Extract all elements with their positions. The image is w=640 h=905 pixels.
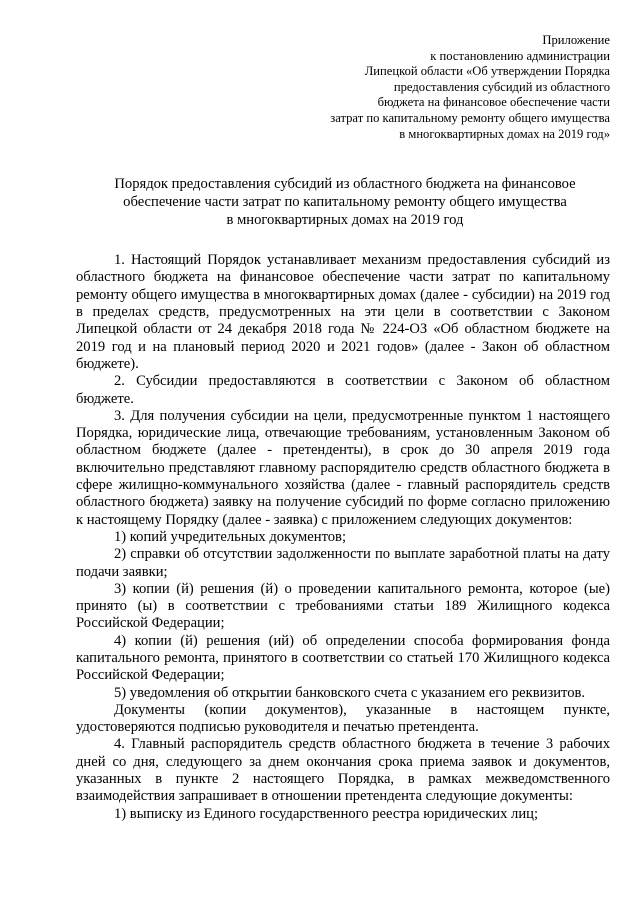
appendix-line: Липецкой области «Об утверждении Порядка	[364, 64, 610, 79]
appendix-line: Приложение	[542, 33, 610, 47]
list-item-1: 1) копий учредительных документов;	[114, 528, 346, 545]
list-item-4-1: 1) выписку из Единого государственного реестра юридических лиц;	[114, 805, 539, 822]
title-line: обеспечение части затрат по капитальному ремонту общего имущества	[123, 194, 567, 211]
appendix-line: в многоквартирных домах на 2019 год»	[399, 126, 610, 141]
list-item-2: 2) справки об отсутствии задолженности по выплате заработной платы на дату подачи заявки;	[76, 546, 610, 580]
title-line: в многоквартирных домах на 2019 год	[226, 212, 464, 229]
paragraph-2: 2. Субсидии предоставляются в соответствии с Законом об областном бюджете.	[76, 373, 610, 407]
appendix-line: к постановлению администрации	[430, 48, 610, 63]
appendix-block	[76, 33, 610, 142]
appendix-line: бюджета на финансовое обеспечение части	[377, 95, 610, 110]
title-line: Порядок предоставления субсидий из областного бюджета на финансовое	[114, 176, 576, 193]
document-body	[76, 252, 610, 823]
paragraph-3: 3. Для получения субсидии на цели, предусмотренные пунктом 1 настоящего Порядка, юридические лица, отвечающие требованиям, установленным Законом об областном бюджете (далее - претенденты), в срок до 30 апреля 2019 года включительно представляют главному распорядителю средств областного бюджета в сфере жилищно-коммунального хозяйства (далее - главный распорядитель средств областного бюджета) заявку на получение субсидий по форме согласно приложению к настоящему Порядку (далее - заявка) с приложением следующих документов:	[76, 407, 610, 528]
document-title	[76, 175, 610, 229]
list-item-4: 4) копии (й) решения (ий) об определении способа формирования фонда капитального ремонта, принятого в соответствии со статьей 170 Жилищного кодекса Российской Федерации;	[76, 632, 610, 684]
appendix-line: предоставления субсидий из областного	[393, 79, 610, 94]
paragraph-1: 1. Настоящий Порядок устанавливает механизм предоставления субсидий из областного бюджета на финансовое обеспечение части затрат по капитальному ремонту общего имущества в многоквартирных домах (далее - субсидии) на 2019 год в пределах средств, предусмотренных на эти цели в соответствии с Законом Липецкой области от 24 декабря 2018 года № 224-ОЗ «Об областном бюджете на 2019 год и на плановый период 2020 и 2021 годов» (далее - Закон об областном бюджете).	[76, 252, 610, 372]
list-item-5: 5) уведомления об открытии банковского счета с указанием его реквизитов.	[114, 684, 586, 701]
list-item-3: 3) копии (й) решения (й) о проведении капитального ремонта, которое (ые) принято (ы) в соответствии с требованиями статьи 189 Жилищного кодекса Российской Федерации;	[76, 580, 610, 632]
paragraph-4: 4. Главный распорядитель средств областного бюджета в течение 3 рабочих дней со дня, следующего за днем окончания срока приема заявок и документов, указанных в пункте 2 настоящего Порядка, в рамках межведомственного взаимодействия запрашивает в отношении претендента следующие документы:	[76, 736, 610, 805]
paragraph-documents-note: Документы (копии документов), указанные в настоящем пункте, удостоверяются подписью руководителя и печатью претендента.	[76, 701, 610, 736]
appendix-line: затрат по капитальному ремонту общего имущества	[330, 110, 610, 125]
